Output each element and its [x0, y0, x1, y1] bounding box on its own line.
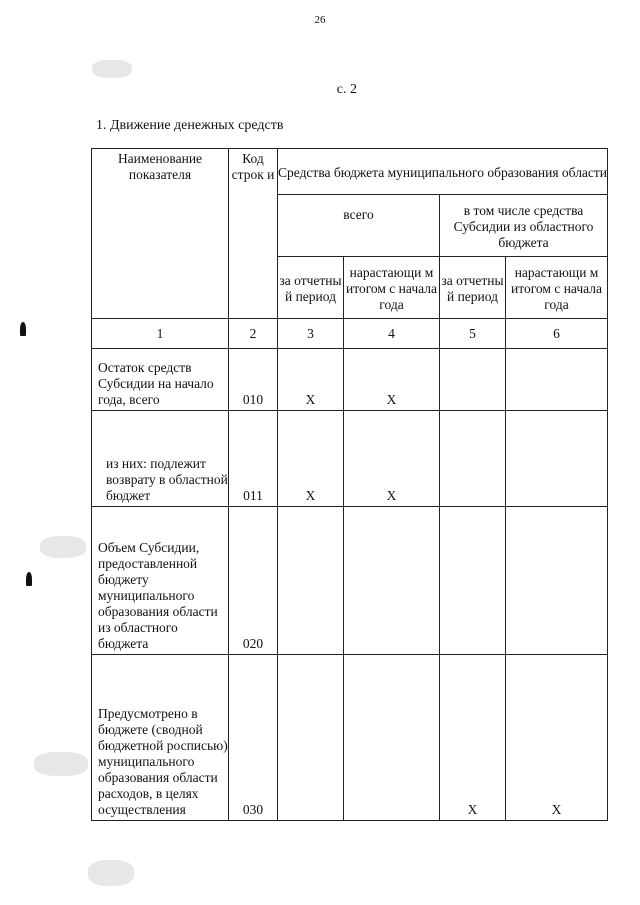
cell-period-subsidy: [440, 349, 506, 411]
cell-cumulative-total: [344, 507, 440, 655]
header-code: Код строк и: [229, 149, 278, 319]
column-number: 6: [506, 319, 608, 349]
row-label: из них: подлежит возврату в областной бюджет: [92, 411, 229, 507]
row-label: Остаток средств Субсидии на начало года, всего: [92, 349, 229, 411]
table-row: [92, 507, 608, 655]
column-number: 4: [344, 319, 440, 349]
page-side-label: с. 2: [336, 82, 357, 97]
cell-period-total: X: [278, 349, 344, 411]
cell-period-subsidy: X: [440, 655, 506, 821]
row-code: 030: [229, 655, 278, 821]
table-row: [92, 655, 608, 821]
scan-smudge: [34, 752, 88, 776]
scan-smudge: [92, 60, 132, 78]
cell-cumulative-subsidy: X: [506, 655, 608, 821]
header-name: Наименование показателя: [92, 149, 229, 319]
cell-cumulative-subsidy: [506, 349, 608, 411]
row-label: Объем Субсидии, предоставленной бюджету муниципального образования области из областного бюджета: [92, 507, 229, 655]
header-period-subsidy: за отчетны й период: [440, 257, 506, 319]
row-label: Предусмотрено в бюджете (сводной бюджетной росписью) муниципального образования области расходов, в целях осуществления: [92, 655, 229, 821]
cell-period-subsidy: [440, 507, 506, 655]
header-total-group: всего: [278, 195, 440, 257]
cell-cumulative-total: X: [344, 349, 440, 411]
scan-smudge: [40, 536, 86, 558]
cell-cumulative-total: X: [344, 411, 440, 507]
cell-period-total: X: [278, 411, 344, 507]
column-number: 2: [229, 319, 278, 349]
column-number: 3: [278, 319, 344, 349]
scan-smudge: [88, 860, 134, 886]
header-cumulative-total: нарастающи м итогом с начала года: [344, 257, 440, 319]
scan-mark: [26, 572, 32, 586]
cell-period-total: [278, 655, 344, 821]
cell-cumulative-subsidy: [506, 507, 608, 655]
row-code: 011: [229, 411, 278, 507]
cell-period-subsidy: [440, 411, 506, 507]
page-number: 26: [314, 14, 326, 26]
table-row: [92, 349, 608, 411]
cell-period-total: [278, 507, 344, 655]
scan-mark: [20, 322, 26, 336]
header-subsidy-group: в том числе средства Субсидии из областного бюджета: [440, 195, 608, 257]
section-heading: 1. Движение денежных средств: [96, 118, 284, 133]
header-cumulative-subsidy: нарастающи м итогом с начала года: [506, 257, 608, 319]
header-period-total: за отчетны й период: [278, 257, 344, 319]
cash-flow-table: [91, 148, 608, 821]
cell-cumulative-total: [344, 655, 440, 821]
row-code: 020: [229, 507, 278, 655]
row-code: 010: [229, 349, 278, 411]
table-row: [92, 411, 608, 507]
header-budget-group: Средства бюджета муниципального образования области: [278, 149, 608, 195]
column-number: 1: [92, 319, 229, 349]
column-number: 5: [440, 319, 506, 349]
cell-cumulative-subsidy: [506, 411, 608, 507]
